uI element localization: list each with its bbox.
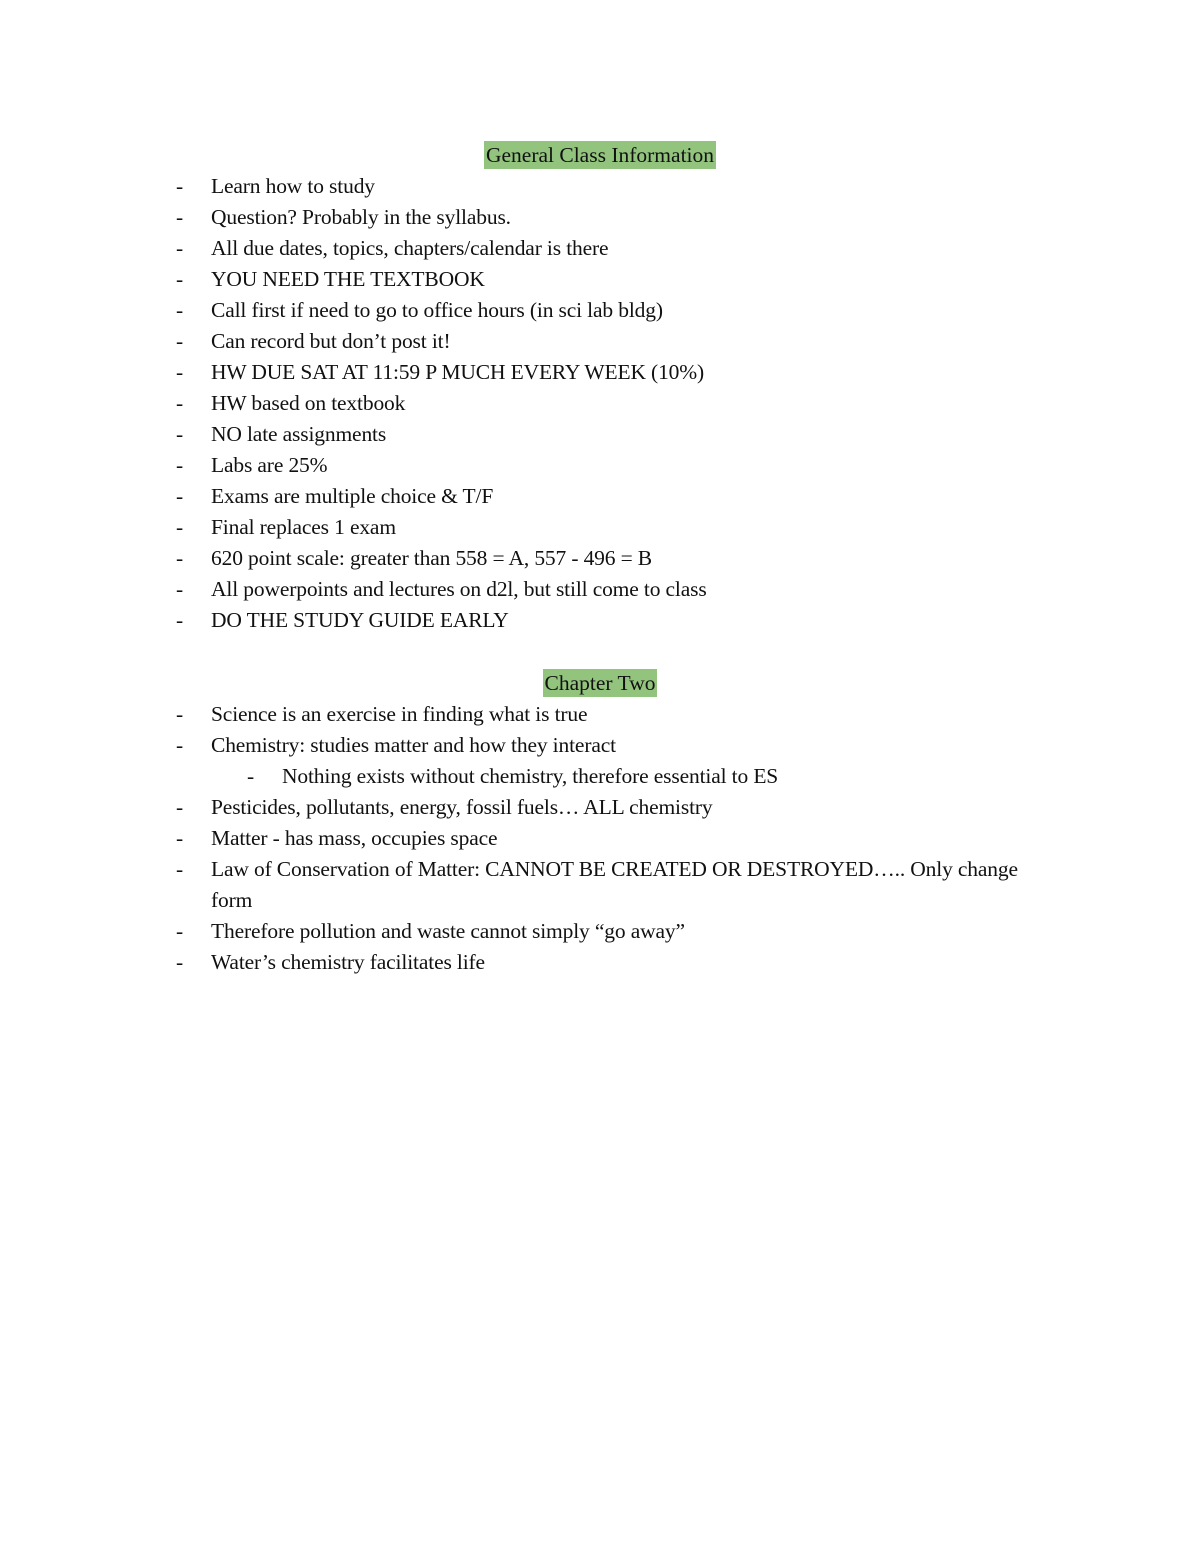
list-item-text: Science is an exercise in finding what is true [211, 702, 588, 726]
list-item [0, 233, 1200, 264]
list-item [0, 543, 1200, 574]
bullet-dash: - [176, 422, 184, 446]
bullet-dash: - [176, 453, 184, 477]
bullet-dash: - [176, 577, 184, 601]
list-item-text: Question? Probably in the syllabus. [211, 205, 511, 229]
bullet-dash: - [176, 360, 184, 384]
list-item-text: Water’s chemistry facilitates life [211, 950, 485, 974]
list-item-text: HW based on textbook [211, 391, 406, 415]
list-item [0, 947, 1200, 978]
bullet-dash: - [176, 236, 184, 260]
bullet-dash: - [176, 795, 184, 819]
list-item [0, 388, 1200, 419]
section-heading: General Class Information [485, 143, 715, 167]
list-item-text: All due dates, topics, chapters/calendar is there [211, 236, 609, 260]
list-item-text: Call first if need to go to office hours (in sci lab bldg) [211, 298, 663, 322]
section-heading: Chapter Two [544, 671, 656, 695]
bullet-dash: - [176, 733, 184, 757]
list-item [0, 171, 1200, 202]
bullet-dash: - [176, 391, 184, 415]
bullet-dash: - [176, 950, 184, 974]
list-item [0, 357, 1200, 388]
bullet-dash: - [176, 205, 184, 229]
list-item-text: YOU NEED THE TEXTBOOK [211, 267, 485, 291]
bullet-dash: - [176, 857, 184, 881]
list-item-text: Labs are 25% [211, 453, 328, 477]
list-item [0, 761, 1200, 792]
list-item [0, 264, 1200, 295]
list-item [0, 326, 1200, 357]
list-item-text: Exams are multiple choice & T/F [211, 484, 494, 508]
bullet-dash: - [247, 764, 255, 788]
list-item-text: Final replaces 1 exam [211, 515, 396, 539]
list-item-text: Chemistry: studies matter and how they interact [211, 733, 616, 757]
list-item-text: Pesticides, pollutants, energy, fossil fuels… ALL chemistry [211, 795, 713, 819]
list-item-text: Therefore pollution and waste cannot simply “go away” [211, 919, 685, 943]
bullet-dash: - [176, 919, 184, 943]
bullet-list [0, 171, 1200, 636]
list-item [0, 699, 1200, 730]
list-item-text: Nothing exists without chemistry, therefore essential to ES [282, 764, 779, 788]
list-item-text: NO late assignments [211, 422, 387, 446]
list-item-text: HW DUE SAT AT 11:59 P MUCH EVERY WEEK (10%) [211, 360, 705, 384]
list-item-text: Learn how to study [211, 174, 375, 198]
list-item-text: Law of Conservation of Matter: CANNOT BE CREATED OR DESTROYED….. Only change form [211, 857, 1018, 912]
list-item [0, 202, 1200, 233]
section-chapter-two [0, 668, 1200, 978]
list-item-text: 620 point scale: greater than 558 = A, 557 - 496 = B [211, 546, 652, 570]
bullet-list [0, 699, 1200, 978]
section-general-class-information [0, 140, 1200, 636]
list-item-text: DO THE STUDY GUIDE EARLY [211, 608, 509, 632]
bullet-dash: - [176, 702, 184, 726]
list-item-text: All powerpoints and lectures on d2l, but still come to class [211, 577, 707, 601]
bullet-dash: - [176, 174, 184, 198]
list-item [0, 481, 1200, 512]
list-item [0, 730, 1200, 761]
bullet-dash: - [176, 546, 184, 570]
list-item [0, 295, 1200, 326]
bullet-dash: - [176, 298, 184, 322]
list-item-text: Matter - has mass, occupies space [211, 826, 498, 850]
list-item [0, 419, 1200, 450]
list-item [0, 916, 1200, 947]
list-item [0, 823, 1200, 854]
bullet-dash: - [176, 267, 184, 291]
list-item [0, 574, 1200, 605]
bullet-dash: - [176, 484, 184, 508]
list-item [0, 450, 1200, 481]
bullet-dash: - [176, 608, 184, 632]
bullet-dash: - [176, 329, 184, 353]
list-item [0, 854, 1200, 916]
bullet-dash: - [176, 826, 184, 850]
bullet-dash: - [176, 515, 184, 539]
list-item [0, 605, 1200, 636]
list-item-text: Can record but don’t post it! [211, 329, 451, 353]
list-item [0, 512, 1200, 543]
list-item [0, 792, 1200, 823]
